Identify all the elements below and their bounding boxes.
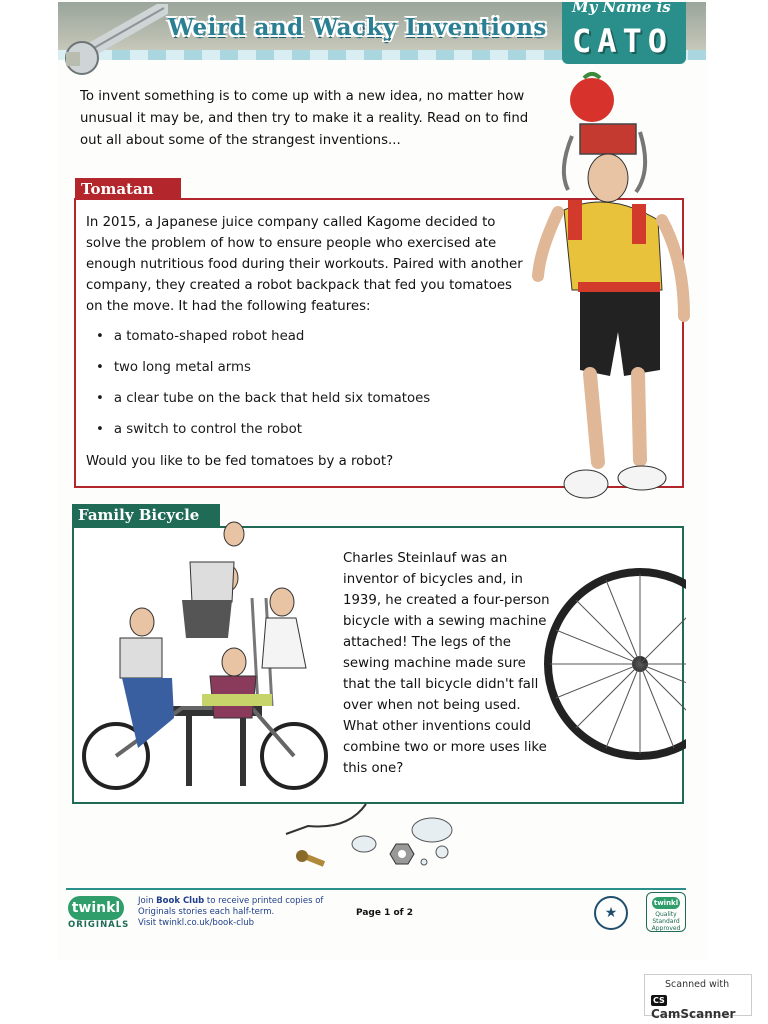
spare-parts-illustration bbox=[278, 800, 478, 880]
family-bicycle-heading: Family Bicycle bbox=[72, 504, 220, 526]
page-number: Page 1 of 2 bbox=[356, 908, 413, 918]
tomatan-text: In 2015, a Japanese juice company called Kagome decided to solve the problem of how to ensure people who exercised ate enough nutritious food during their workouts. Paired with another company, they created a robot backpack that fed you tomatoes on the move. It had the following features: bbox=[86, 215, 523, 314]
twinkl-originals-logo bbox=[68, 896, 130, 934]
wrench-icon bbox=[64, 4, 168, 84]
book-club-link: Book Club bbox=[156, 896, 205, 906]
quality-badge-text: Quality Standard Approved bbox=[651, 911, 681, 932]
quality-standard-badge bbox=[646, 892, 686, 932]
camscanner-brand: CSCamScanner bbox=[651, 996, 736, 1021]
footer-divider bbox=[66, 888, 686, 890]
visit-url: Visit twinkl.co.uk/book-club bbox=[138, 918, 255, 928]
originals-logo-text: ORIGINALS bbox=[68, 920, 130, 930]
scanned-with-text: Scanned with bbox=[665, 979, 730, 990]
intro-paragraph: To invent something is to come up with a new idea, no matter how unusual it may be, and then try to make it a reality. Read on to find out all about some of the strangest inventions... bbox=[80, 89, 529, 148]
tomato-robot-runner-illustration bbox=[528, 70, 698, 520]
star-icon: ★ bbox=[594, 896, 628, 930]
tomatan-feature-list bbox=[96, 326, 430, 450]
family-bicycle-illustration bbox=[82, 518, 332, 794]
series-badge bbox=[562, 2, 686, 64]
quality-badge-brand: twinkl bbox=[653, 899, 679, 907]
tomatan-question: Would you like to be fed tomatoes by a robot? bbox=[86, 454, 394, 469]
badge-big-text: CATO bbox=[572, 22, 674, 60]
tomatan-heading: Tomatan bbox=[75, 178, 181, 200]
list-item: • a clear tube on the back that held six tomatoes bbox=[96, 388, 430, 419]
camscanner-watermark bbox=[644, 974, 752, 1021]
page-title: Weird and Wacky Inventions bbox=[168, 14, 547, 41]
book-club-info: Join Book Club to receive printed copies of Originals stories each half-term. Visit twinkl.co.uk/book-club bbox=[138, 896, 324, 928]
twinkl-logo-text: twinkl bbox=[68, 896, 124, 920]
family-bicycle-text: Charles Steinlauf was an inventor of bicycles and, in 1939, he created a four-person bicycle with a sewing machine attached! The legs of the sewing machine made sure that the tall bicycle didn't fall over when not being used. What other inventions could combine two or more uses like this one? bbox=[343, 551, 550, 776]
list-item: • a tomato-shaped robot head bbox=[96, 326, 430, 357]
bicycle-wheel-illustration bbox=[540, 566, 686, 762]
badge-small-text: My Name is bbox=[572, 2, 671, 16]
camscanner-icon: CS bbox=[653, 996, 665, 1005]
list-item: • two long metal arms bbox=[96, 357, 430, 388]
list-item: • a switch to control the robot bbox=[96, 419, 430, 450]
